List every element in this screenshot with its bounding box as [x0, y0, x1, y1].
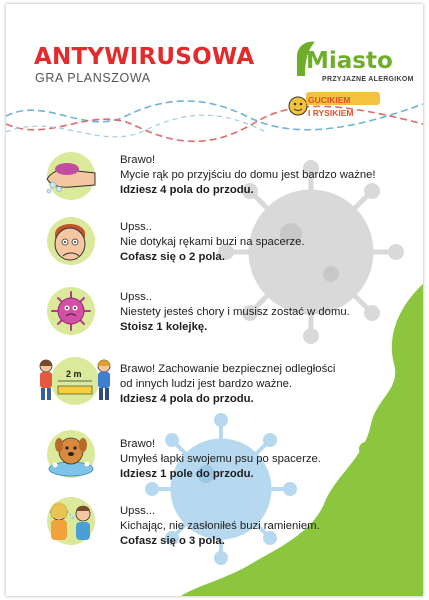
page-subtitle: GRA PLANSZOWA — [35, 71, 151, 85]
worried-boy-icon — [41, 216, 101, 266]
card-action: Idziesz 4 pola do przodu. — [120, 393, 254, 405]
card-text — [120, 504, 420, 549]
brand-logo-text: Miasto — [306, 48, 393, 74]
card-text — [120, 153, 420, 198]
badge-line-2: I RYSIKIEM — [308, 108, 354, 118]
card-line-1: Upss.. — [120, 291, 153, 303]
badge-line-1: GUCIKIEM — [308, 95, 351, 105]
card-line-2: Umyłeś łapki swojemu psu po spacerze. — [120, 453, 321, 465]
card-line-1: Brawo! — [120, 438, 156, 450]
card-line-2: od innych ludzi jest bardzo ważne. — [120, 378, 293, 390]
card-action: Cofasz się o 3 pola. — [120, 535, 225, 547]
slime-drop — [333, 494, 343, 504]
card-line-2: Nie dotykaj rękami buzi na spacerze. — [120, 236, 305, 248]
handwashing-icon — [41, 151, 101, 201]
card-line-1: Brawo! — [120, 154, 156, 166]
card-line-1: Upss... — [120, 505, 156, 517]
sneezing-kids-icon — [41, 496, 101, 546]
card-line-1: Brawo! Zachowanie bezpiecznej odległości — [120, 363, 336, 375]
card-action: Idziesz 1 pole do przodu. — [120, 468, 254, 480]
distance-label: 2 m — [66, 369, 82, 379]
card-line-1: Upss.. — [120, 221, 153, 233]
card-line-2: Kichając, nie zasłoniłeś buzi ramieniem. — [120, 520, 320, 532]
game-card-page — [6, 4, 423, 596]
virus-icon — [41, 286, 101, 336]
card-text — [120, 220, 420, 265]
social-distance-icon — [36, 356, 114, 406]
card-action: Idziesz 4 pola do przodu. — [120, 184, 254, 196]
card-text — [120, 437, 420, 482]
page-title: ANTYWIRUSOWA — [34, 44, 255, 70]
dog-bath-icon — [41, 429, 101, 479]
card-text — [120, 290, 420, 335]
card-text — [120, 362, 420, 407]
card-action: Cofasz się o 2 pola. — [120, 251, 225, 263]
card-action: Stoisz 1 kolejkę. — [120, 321, 208, 333]
card-line-2: Niestety jesteś chory i musisz zostać w domu. — [120, 306, 350, 318]
brand-tagline: PRZYJAZNE ALERGIKOM — [322, 76, 414, 83]
card-line-2: Mycie rąk po przyjściu do domu jest bardzo ważne! — [120, 169, 376, 181]
